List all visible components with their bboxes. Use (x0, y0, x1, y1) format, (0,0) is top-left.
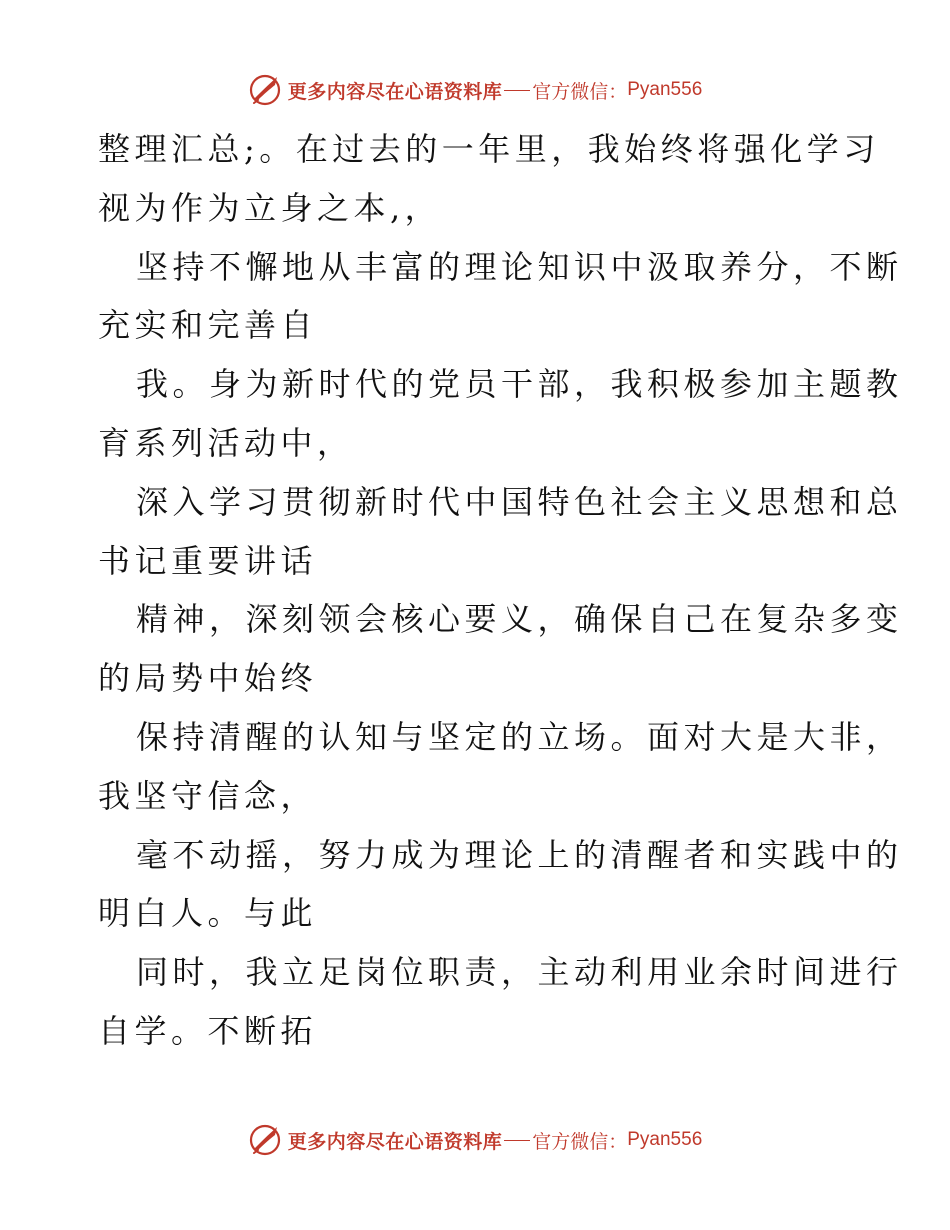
text-line: 视为作为立身之本,， (98, 188, 442, 227)
document-body (98, 120, 903, 1061)
text-line: 保持清醒的认知与坚定的立场。面对大是大非， (136, 717, 903, 756)
footer-banner (0, 1120, 950, 1160)
footer-wechat-id: Pyan556 (627, 1129, 703, 1150)
text-line: 自学。不断拓 (98, 1011, 318, 1050)
header-contact-label: 官方微信： (532, 80, 628, 103)
footer-contact-label: 官方微信： (532, 1130, 628, 1153)
header-wechat-id: Pyan556 (627, 79, 703, 100)
text-line: 深入学习贯彻新时代中国特色社会主义思想和总 (136, 482, 903, 521)
footer-brand: 更多内容尽在心语资料库 (287, 1130, 503, 1153)
header-brand: 更多内容尽在心语资料库 (287, 80, 503, 103)
text-line: 充实和完善自 (98, 306, 318, 345)
quill-pen-seal-icon (248, 73, 282, 107)
footer-dash (504, 1140, 530, 1141)
text-line: 同时，我立足岗位职责，主动利用业余时间进行 (136, 953, 903, 992)
text-line: 的局势中始终 (98, 659, 318, 698)
text-line: 坚持不懈地从丰富的理论知识中汲取养分，不断 (136, 247, 903, 286)
text-line: 育系列活动中， (98, 423, 354, 462)
text-line: 精神，深刻领会核心要义，确保自己在复杂多变 (136, 600, 903, 639)
header-banner (0, 70, 950, 110)
text-line: 我坚守信念， (98, 776, 318, 815)
header-dash (504, 90, 530, 91)
text-line: 毫不动摇，努力成为理论上的清醒者和实践中的 (136, 835, 903, 874)
quill-pen-seal-icon (248, 1123, 282, 1157)
text-line: 整理汇总;。在过去的一年里，我始终将强化学习 (98, 130, 880, 168)
text-line: 书记重要讲话 (98, 541, 318, 580)
text-line: 明白人。与此 (98, 894, 318, 933)
text-line: 我。身为新时代的党员干部，我积极参加主题教 (136, 365, 903, 404)
